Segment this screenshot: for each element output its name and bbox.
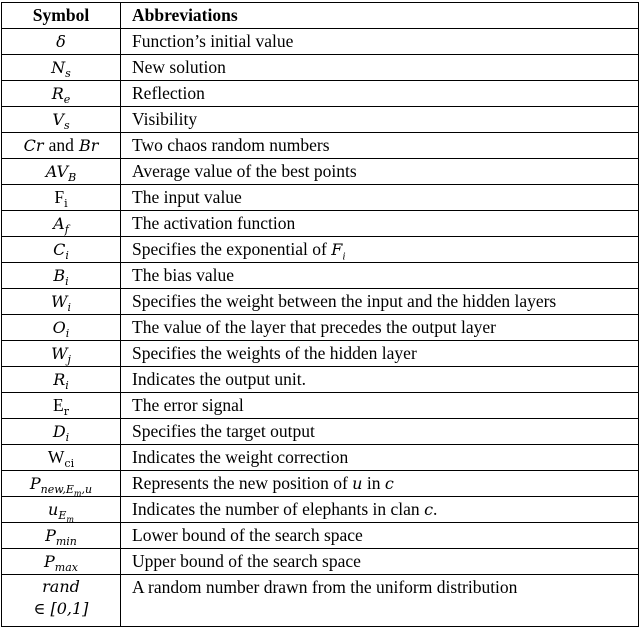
description-cell: Indicates the output unit. xyxy=(121,367,639,393)
symbol-subscript: min xyxy=(55,535,77,549)
symbol-cell xyxy=(2,315,121,341)
symbol-subscript: Em xyxy=(58,509,74,523)
symbol-cell xyxy=(2,211,121,237)
table-row xyxy=(2,237,639,263)
symbol-cell xyxy=(2,393,121,419)
description-variable: c xyxy=(424,500,434,519)
symbol-subscript: B xyxy=(68,171,77,185)
symbol-text: W xyxy=(51,344,68,363)
symbol-text: AV xyxy=(45,162,69,181)
symbol-cell xyxy=(2,523,121,549)
symbol-text: u xyxy=(48,500,59,519)
table-row xyxy=(2,133,639,159)
description-cell xyxy=(121,497,639,523)
description-cell: Average value of the best points xyxy=(121,159,639,185)
symbol-subscript: e xyxy=(63,93,71,107)
description-cell xyxy=(121,471,639,497)
symbol-text: B xyxy=(53,266,66,285)
symbol-text: E xyxy=(53,395,64,415)
table-row xyxy=(2,289,639,315)
table-row xyxy=(2,55,639,81)
table-row xyxy=(2,107,639,133)
symbol-conjunction: and xyxy=(48,135,74,155)
table-row xyxy=(2,575,639,627)
description-cell: Visibility xyxy=(121,107,639,133)
description-variable: F xyxy=(331,240,343,259)
symbol-text: D xyxy=(52,422,66,441)
description-cell: Function’s initial value xyxy=(121,29,639,55)
symbol-cell xyxy=(2,133,121,159)
symbol-text: W xyxy=(47,447,65,467)
description-cell: The bias value xyxy=(121,263,639,289)
symbol-text: C xyxy=(53,240,66,259)
symbol-cell xyxy=(2,107,121,133)
table-row xyxy=(2,497,639,523)
symbol-cell xyxy=(2,185,121,211)
table-row xyxy=(2,81,639,107)
description-variable: u xyxy=(352,474,363,493)
description-cell: The error signal xyxy=(121,393,639,419)
symbol-subscript: new,Em,u xyxy=(40,483,93,497)
description-cell: Specifies the weight between the input and the hidden layers xyxy=(121,289,639,315)
symbol-subscript: i xyxy=(65,327,70,341)
table-row xyxy=(2,29,639,55)
symbol-cell xyxy=(2,549,121,575)
table-row xyxy=(2,211,639,237)
symbol-subscript: i xyxy=(65,379,69,393)
symbol-cell xyxy=(2,367,121,393)
description-text: Indicates the number of elephants in clan xyxy=(132,499,425,519)
description-cell: Reflection xyxy=(121,81,639,107)
symbol-text: δ xyxy=(56,32,66,51)
description-cell: Indicates the weight correction xyxy=(121,445,639,471)
description-cell xyxy=(121,237,639,263)
symbol-subscript: j xyxy=(67,353,71,367)
description-cell: New solution xyxy=(121,55,639,81)
header-row xyxy=(2,3,639,29)
symbol-cell xyxy=(2,471,121,497)
symbol-subscript: s xyxy=(65,67,71,81)
symbol-text: P xyxy=(45,526,56,545)
symbol-cell xyxy=(2,263,121,289)
symbol-text: Cr xyxy=(23,136,44,155)
table-row xyxy=(2,549,639,575)
symbol-subscript: i xyxy=(67,301,71,315)
symbol-text: A xyxy=(53,214,65,233)
description-cell: Lower bound of the search space xyxy=(121,523,639,549)
description-variable-subscript: i xyxy=(342,250,346,263)
symbol-text: V xyxy=(52,110,64,129)
symbol-text: F xyxy=(54,187,65,207)
description-cell: The value of the layer that precedes the output layer xyxy=(121,315,639,341)
symbol-text: N xyxy=(51,58,66,77)
description-text-after: . xyxy=(433,499,438,519)
symbol-range: ∈ [0,1] xyxy=(33,599,89,618)
symbol-text: P xyxy=(44,552,55,571)
table-row xyxy=(2,471,639,497)
symbol-subscript: i xyxy=(65,249,69,263)
header-abbreviations: Abbreviations xyxy=(121,3,639,29)
symbol-text: P xyxy=(29,474,41,493)
description-cell: Specifies the weights of the hidden layer xyxy=(121,341,639,367)
symbol-cell xyxy=(2,237,121,263)
symbol-cell xyxy=(2,55,121,81)
table-row xyxy=(2,445,639,471)
symbol-text: R xyxy=(51,84,64,103)
symbol-cell xyxy=(2,445,121,471)
symbol-subscript: r xyxy=(63,405,69,419)
symbol-subscript: f xyxy=(64,223,69,237)
description-cell: A random number drawn from the uniform distribution xyxy=(121,575,639,627)
table-row xyxy=(2,185,639,211)
symbol-cell xyxy=(2,419,121,445)
description-cell: Specifies the target output xyxy=(121,419,639,445)
symbol-cell xyxy=(2,575,121,627)
table-row xyxy=(2,523,639,549)
nested-subscript: m xyxy=(73,489,82,497)
symbol-cell xyxy=(2,29,121,55)
symbol-subscript: ci xyxy=(64,457,75,471)
symbol-cell xyxy=(2,497,121,523)
symbol-text-2: Br xyxy=(78,136,99,155)
description-variable-2: c xyxy=(384,474,394,493)
description-cell: The input value xyxy=(121,185,639,211)
symbol-subscript: max xyxy=(54,561,78,575)
table-row xyxy=(2,341,639,367)
description-text: Represents the new position of xyxy=(132,473,353,493)
symbol-subscript: i xyxy=(65,275,69,289)
symbol-text: rand xyxy=(42,577,80,596)
table-row xyxy=(2,367,639,393)
table-row xyxy=(2,393,639,419)
description-cell: The activation function xyxy=(121,211,639,237)
symbol-text: R xyxy=(53,370,66,389)
symbol-cell xyxy=(2,289,121,315)
symbol-cell xyxy=(2,341,121,367)
nested-subscript: m xyxy=(66,515,74,523)
symbol-subscript: s xyxy=(63,119,70,133)
description-cell: Upper bound of the search space xyxy=(121,549,639,575)
description-text: Specifies the exponential of xyxy=(132,239,332,259)
table-row xyxy=(2,159,639,185)
symbol-subscript: i xyxy=(65,431,70,445)
table-row xyxy=(2,419,639,445)
symbol-cell xyxy=(2,159,121,185)
description-text-after: in xyxy=(362,473,385,493)
description-cell: Two chaos random numbers xyxy=(121,133,639,159)
table-row xyxy=(2,263,639,289)
symbol-subscript: i xyxy=(64,197,68,211)
table-row xyxy=(2,315,639,341)
symbol-text: O xyxy=(52,318,66,337)
symbol-text: W xyxy=(51,292,68,311)
symbol-cell xyxy=(2,81,121,107)
symbols-table xyxy=(1,2,639,627)
header-symbol: Symbol xyxy=(2,3,121,29)
